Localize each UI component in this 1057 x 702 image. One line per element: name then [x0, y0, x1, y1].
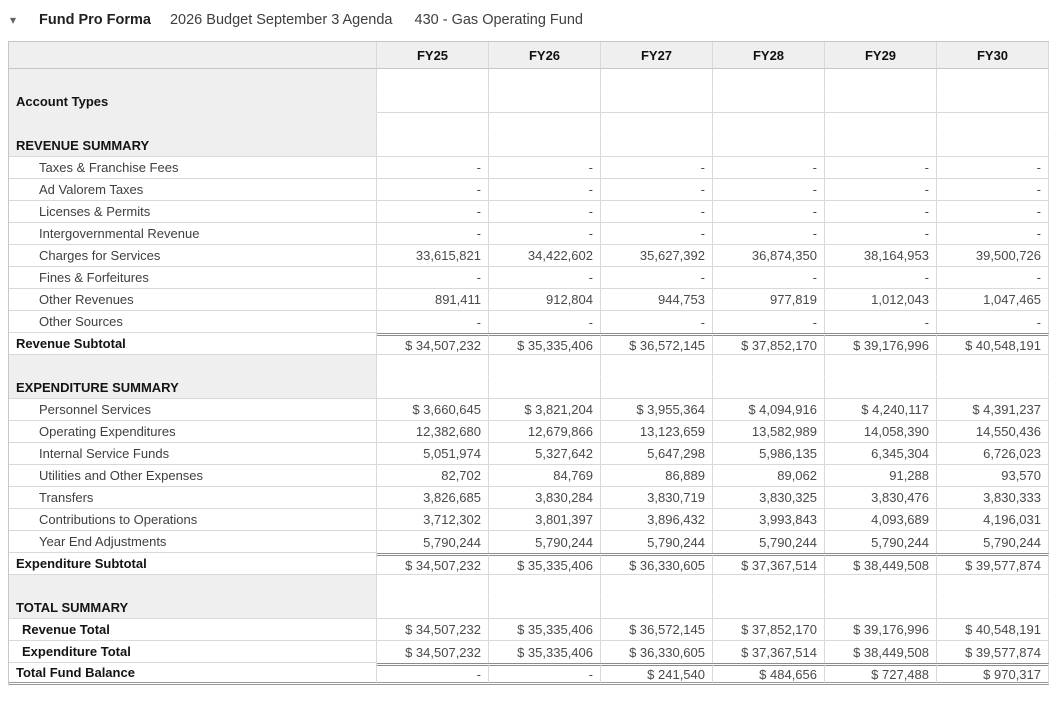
cell-value — [489, 355, 601, 377]
cell-value: 14,550,436 — [937, 421, 1049, 443]
table-row — [9, 267, 1049, 289]
cell-value — [825, 69, 937, 91]
cell-value: 38,164,953 — [825, 245, 937, 267]
cell-value: - — [713, 157, 825, 179]
row-label: REVENUE SUMMARY — [9, 135, 377, 157]
cell-value — [825, 355, 937, 377]
cell-value: - — [601, 223, 713, 245]
cell-value: 5,647,298 — [601, 443, 713, 465]
cell-value: $ 4,240,117 — [825, 399, 937, 421]
table-row — [9, 465, 1049, 487]
cell-value: 5,790,244 — [601, 531, 713, 553]
cell-value: $ 3,955,364 — [601, 399, 713, 421]
cell-value: $ 241,540 — [601, 663, 713, 685]
cell-value — [825, 575, 937, 597]
table-row — [9, 619, 1049, 641]
cell-value — [713, 69, 825, 91]
cell-value: - — [377, 663, 489, 685]
cell-value — [601, 597, 713, 619]
cell-value: - — [489, 267, 601, 289]
cell-value — [601, 355, 713, 377]
column-header-row — [9, 42, 1049, 69]
cell-value: 944,753 — [601, 289, 713, 311]
cell-value: - — [489, 663, 601, 685]
row-label: Fines & Forfeitures — [9, 267, 377, 289]
cell-value: 6,345,304 — [825, 443, 937, 465]
table-row — [9, 421, 1049, 443]
cell-value: 3,896,432 — [601, 509, 713, 531]
table-row — [9, 135, 1049, 157]
cell-value: 5,327,642 — [489, 443, 601, 465]
table-row — [9, 201, 1049, 223]
cell-value: 3,830,719 — [601, 487, 713, 509]
cell-value: - — [489, 179, 601, 201]
cell-value: - — [489, 311, 601, 333]
cell-value: - — [825, 267, 937, 289]
cell-value — [601, 135, 713, 157]
row-label: Utilities and Other Expenses — [9, 465, 377, 487]
cell-value: $ 3,821,204 — [489, 399, 601, 421]
cell-value: 3,993,843 — [713, 509, 825, 531]
table-row — [9, 333, 1049, 355]
cell-value: $ 34,507,232 — [377, 619, 489, 641]
cell-value: 977,819 — [713, 289, 825, 311]
row-label — [9, 113, 377, 135]
cell-value: 3,801,397 — [489, 509, 601, 531]
cell-value: - — [713, 311, 825, 333]
cell-value: - — [601, 311, 713, 333]
cell-value: 91,288 — [825, 465, 937, 487]
row-label: Contributions to Operations — [9, 509, 377, 531]
cell-value: $ 727,488 — [825, 663, 937, 685]
cell-value: $ 37,852,170 — [713, 619, 825, 641]
row-label: Year End Adjustments — [9, 531, 377, 553]
row-label — [9, 575, 377, 597]
cell-value: $ 4,391,237 — [937, 399, 1049, 421]
cell-value: $ 37,852,170 — [713, 333, 825, 355]
report-title: Fund Pro Forma — [39, 12, 151, 28]
table-row — [9, 509, 1049, 531]
cell-value — [377, 113, 489, 135]
column-header: FY25 — [377, 42, 489, 69]
cell-value — [377, 135, 489, 157]
cell-value: - — [937, 157, 1049, 179]
cell-value: - — [601, 157, 713, 179]
cell-value: $ 36,572,145 — [601, 619, 713, 641]
cell-value: 5,790,244 — [937, 531, 1049, 553]
cell-value: - — [825, 311, 937, 333]
cell-value: - — [937, 223, 1049, 245]
cell-value: 39,500,726 — [937, 245, 1049, 267]
cell-value: 12,382,680 — [377, 421, 489, 443]
cell-value: - — [937, 179, 1049, 201]
cell-value: 912,804 — [489, 289, 601, 311]
table-row — [9, 553, 1049, 575]
table-row — [9, 531, 1049, 553]
row-label: Expenditure Subtotal — [9, 553, 377, 575]
cell-value — [937, 91, 1049, 113]
table-row — [9, 641, 1049, 663]
cell-value: - — [377, 311, 489, 333]
table-row — [9, 487, 1049, 509]
table-row — [9, 157, 1049, 179]
cell-value: $ 3,660,645 — [377, 399, 489, 421]
table-row — [9, 399, 1049, 421]
cell-value — [937, 135, 1049, 157]
cell-value — [825, 377, 937, 399]
cell-value — [937, 575, 1049, 597]
cell-value: $ 37,367,514 — [713, 641, 825, 663]
cell-value: 6,726,023 — [937, 443, 1049, 465]
cell-value: - — [489, 223, 601, 245]
cell-value — [489, 377, 601, 399]
cell-value — [825, 597, 937, 619]
cell-value: - — [713, 223, 825, 245]
cell-value: 14,058,390 — [825, 421, 937, 443]
cell-value: - — [489, 157, 601, 179]
cell-value — [713, 575, 825, 597]
row-label: EXPENDITURE SUMMARY — [9, 377, 377, 399]
cell-value: 89,062 — [713, 465, 825, 487]
cell-value: $ 39,176,996 — [825, 619, 937, 641]
row-label: Operating Expenditures — [9, 421, 377, 443]
cell-value — [489, 113, 601, 135]
cell-value: - — [601, 179, 713, 201]
table-row — [9, 223, 1049, 245]
cell-value: $ 35,335,406 — [489, 333, 601, 355]
cell-value: - — [377, 201, 489, 223]
cell-value: - — [489, 201, 601, 223]
row-label: Internal Service Funds — [9, 443, 377, 465]
cell-value: 34,422,602 — [489, 245, 601, 267]
table-row — [9, 113, 1049, 135]
report-header — [0, 0, 1057, 36]
fund-name: 430 - Gas Operating Fund — [414, 12, 583, 28]
cell-value — [937, 377, 1049, 399]
cell-value: - — [825, 179, 937, 201]
cell-value: - — [713, 179, 825, 201]
cell-value: $ 34,507,232 — [377, 553, 489, 575]
cell-value: 33,615,821 — [377, 245, 489, 267]
cell-value: $ 970,317 — [937, 663, 1049, 685]
table-row — [9, 311, 1049, 333]
table-row — [9, 179, 1049, 201]
column-header: FY28 — [713, 42, 825, 69]
cell-value: - — [937, 267, 1049, 289]
cell-value: 35,627,392 — [601, 245, 713, 267]
cell-value: $ 36,572,145 — [601, 333, 713, 355]
cell-value — [601, 113, 713, 135]
cell-value: 5,790,244 — [825, 531, 937, 553]
row-label: Ad Valorem Taxes — [9, 179, 377, 201]
column-header: FY29 — [825, 42, 937, 69]
row-label: Revenue Subtotal — [9, 333, 377, 355]
table-row — [9, 355, 1049, 377]
cell-value: 5,051,974 — [377, 443, 489, 465]
table-row — [9, 575, 1049, 597]
cell-value: 3,830,476 — [825, 487, 937, 509]
cell-value — [489, 135, 601, 157]
cell-value — [713, 355, 825, 377]
budget-name: 2026 Budget September 3 Agenda — [169, 12, 393, 28]
cell-value: - — [377, 267, 489, 289]
cell-value — [713, 377, 825, 399]
cell-value: 3,830,284 — [489, 487, 601, 509]
row-label: Account Types — [9, 91, 377, 113]
cell-value: 891,411 — [377, 289, 489, 311]
cell-value — [713, 91, 825, 113]
cell-value: $ 36,330,605 — [601, 553, 713, 575]
cell-value: - — [377, 157, 489, 179]
cell-value: $ 39,577,874 — [937, 553, 1049, 575]
cell-value: $ 36,330,605 — [601, 641, 713, 663]
row-label: Other Sources — [9, 311, 377, 333]
cell-value: - — [377, 223, 489, 245]
table-row — [9, 377, 1049, 399]
cell-value: 13,582,989 — [713, 421, 825, 443]
cell-value: $ 38,449,508 — [825, 553, 937, 575]
cell-value — [489, 597, 601, 619]
cell-value: - — [825, 157, 937, 179]
column-header: FY26 — [489, 42, 601, 69]
pro-forma-table — [8, 41, 1049, 685]
cell-value: 4,196,031 — [937, 509, 1049, 531]
row-label: Revenue Total — [9, 619, 377, 641]
row-label: Taxes & Franchise Fees — [9, 157, 377, 179]
cell-value: $ 484,656 — [713, 663, 825, 685]
row-label: Total Fund Balance — [9, 663, 377, 685]
table-row — [9, 443, 1049, 465]
cell-value: $ 37,367,514 — [713, 553, 825, 575]
cell-value: - — [601, 267, 713, 289]
cell-value — [937, 355, 1049, 377]
cell-value: - — [825, 201, 937, 223]
cell-value: 86,889 — [601, 465, 713, 487]
cell-value: 3,712,302 — [377, 509, 489, 531]
row-label: Personnel Services — [9, 399, 377, 421]
cell-value — [825, 135, 937, 157]
cell-value: 3,830,333 — [937, 487, 1049, 509]
cell-value — [713, 597, 825, 619]
cell-value: 5,790,244 — [713, 531, 825, 553]
cell-value: - — [937, 311, 1049, 333]
cell-value: $ 39,176,996 — [825, 333, 937, 355]
table-row — [9, 69, 1049, 91]
cell-value: $ 35,335,406 — [489, 641, 601, 663]
cell-value: 4,093,689 — [825, 509, 937, 531]
table-row — [9, 663, 1049, 685]
cell-value — [713, 135, 825, 157]
cell-value: 13,123,659 — [601, 421, 713, 443]
cell-value — [489, 69, 601, 91]
cell-value — [601, 69, 713, 91]
cell-value — [601, 575, 713, 597]
cell-value: $ 4,094,916 — [713, 399, 825, 421]
row-label: Expenditure Total — [9, 641, 377, 663]
table-row — [9, 245, 1049, 267]
cell-value: $ 38,449,508 — [825, 641, 937, 663]
table-row — [9, 289, 1049, 311]
cell-value: $ 40,548,191 — [937, 333, 1049, 355]
cell-value: 36,874,350 — [713, 245, 825, 267]
column-header: FY30 — [937, 42, 1049, 69]
collapse-icon[interactable]: ▾ — [10, 13, 17, 27]
cell-value — [377, 69, 489, 91]
cell-value: 82,702 — [377, 465, 489, 487]
cell-value: $ 35,335,406 — [489, 553, 601, 575]
cell-value: 5,986,135 — [713, 443, 825, 465]
cell-value: - — [601, 201, 713, 223]
cell-value — [489, 91, 601, 113]
row-label — [9, 69, 377, 91]
row-label — [9, 355, 377, 377]
cell-value — [601, 377, 713, 399]
cell-value — [825, 91, 937, 113]
cell-value — [937, 69, 1049, 91]
cell-value — [377, 377, 489, 399]
cell-value: 1,047,465 — [937, 289, 1049, 311]
row-label: Charges for Services — [9, 245, 377, 267]
cell-value: 84,769 — [489, 465, 601, 487]
column-header: FY27 — [601, 42, 713, 69]
table-row — [9, 91, 1049, 113]
cell-value — [489, 575, 601, 597]
cell-value: 5,790,244 — [377, 531, 489, 553]
cell-value — [601, 91, 713, 113]
cell-value: $ 39,577,874 — [937, 641, 1049, 663]
cell-value — [937, 113, 1049, 135]
row-label: Transfers — [9, 487, 377, 509]
cell-value — [377, 597, 489, 619]
cell-value: $ 35,335,406 — [489, 619, 601, 641]
row-label: Licenses & Permits — [9, 201, 377, 223]
cell-value: $ 40,548,191 — [937, 619, 1049, 641]
cell-value: - — [825, 223, 937, 245]
cell-value: 3,830,325 — [713, 487, 825, 509]
row-label: TOTAL SUMMARY — [9, 597, 377, 619]
cell-value — [377, 91, 489, 113]
cell-value — [825, 113, 937, 135]
cell-value — [377, 355, 489, 377]
row-label: Other Revenues — [9, 289, 377, 311]
cell-value: - — [377, 179, 489, 201]
table-row — [9, 597, 1049, 619]
corner-cell — [9, 42, 377, 69]
cell-value: 5,790,244 — [489, 531, 601, 553]
cell-value: - — [937, 201, 1049, 223]
cell-value: - — [713, 201, 825, 223]
cell-value: 12,679,866 — [489, 421, 601, 443]
cell-value: 1,012,043 — [825, 289, 937, 311]
row-label: Intergovernmental Revenue — [9, 223, 377, 245]
cell-value — [937, 597, 1049, 619]
cell-value: $ 34,507,232 — [377, 641, 489, 663]
cell-value — [713, 113, 825, 135]
cell-value: $ 34,507,232 — [377, 333, 489, 355]
cell-value: 93,570 — [937, 465, 1049, 487]
cell-value: - — [713, 267, 825, 289]
cell-value — [377, 575, 489, 597]
cell-value: 3,826,685 — [377, 487, 489, 509]
